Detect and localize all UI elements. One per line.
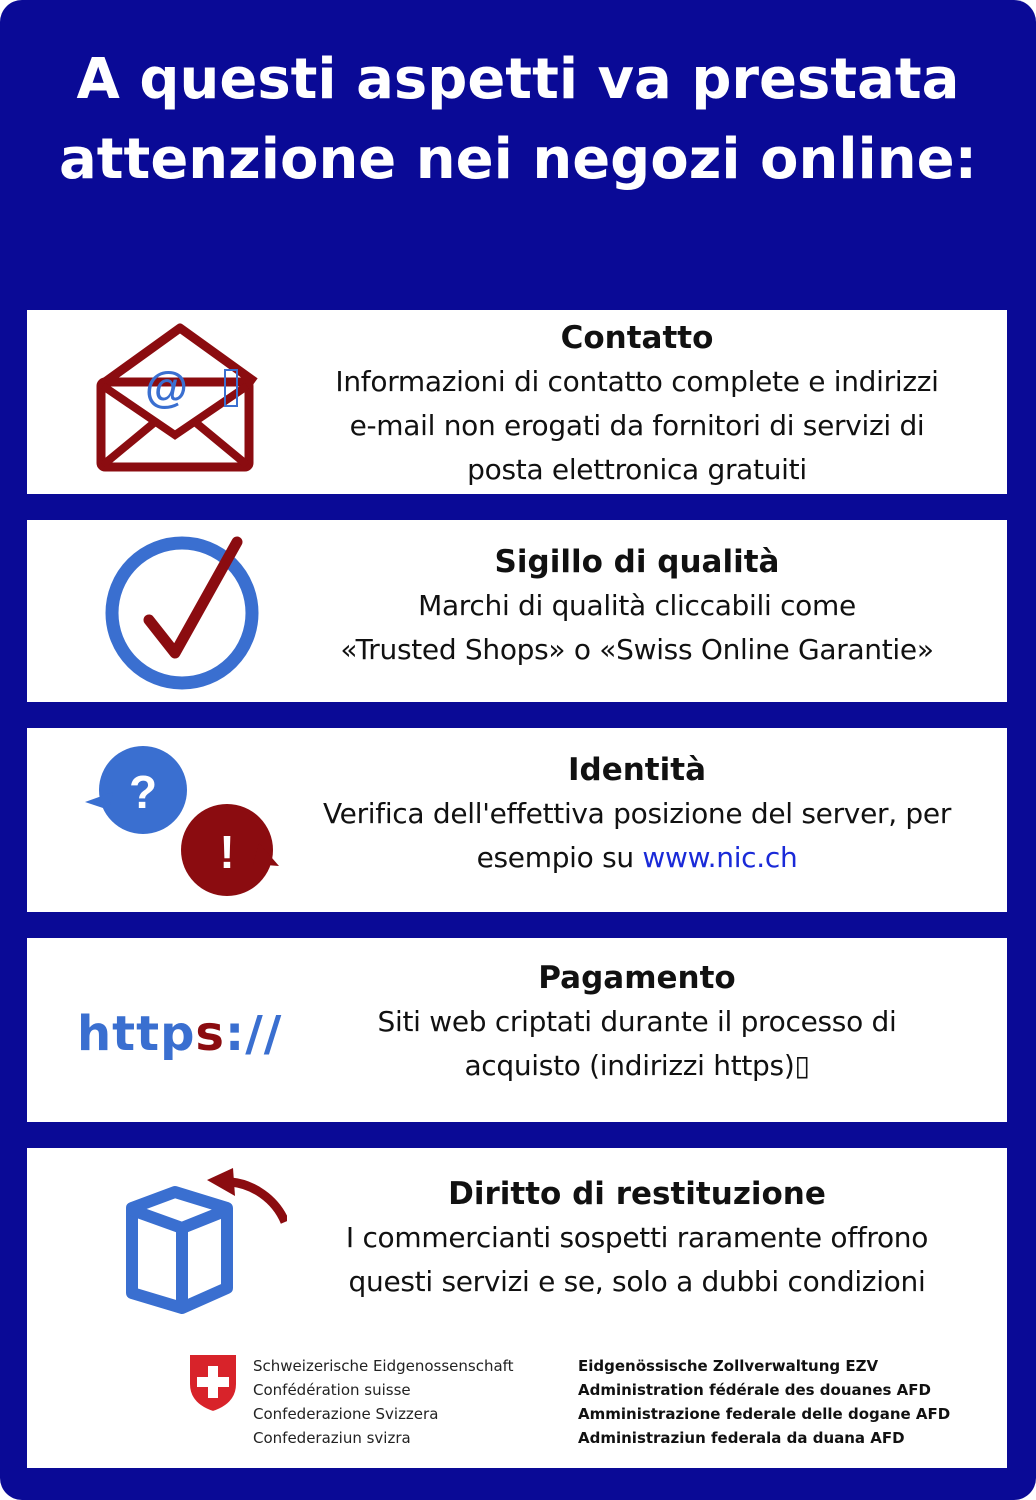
envelope-icon xyxy=(47,310,287,494)
checkmark-circle-icon xyxy=(47,520,287,702)
identita-heading: Identità xyxy=(567,752,706,788)
restituzione-heading: Diritto di restituzione xyxy=(448,1176,826,1212)
identita-line: Verifica dell'effettiva posizione del server, per xyxy=(322,797,952,830)
confederation-name: Schweizerische Eidgenossenschaft xyxy=(253,1357,514,1375)
page-title: A questi aspetti va prestata attenzione nei negozi online: xyxy=(59,47,977,192)
agency-name: Eidgenössische Zollverwaltung EZV xyxy=(578,1357,879,1375)
pagamento-heading: Pagamento xyxy=(538,960,736,996)
restituzione-line: questi servizi e se, solo a dubbi condizioni xyxy=(348,1265,926,1298)
agency-names xyxy=(578,1354,950,1450)
https-suffix: :// xyxy=(225,1006,283,1062)
sigillo-line: Marchi di qualità cliccabili come xyxy=(418,589,856,622)
confederation-names xyxy=(253,1354,514,1450)
https-s: s xyxy=(195,1006,225,1062)
footer xyxy=(27,1348,1007,1458)
sigillo-heading: Sigillo di qualità xyxy=(494,544,780,580)
card-pagamento xyxy=(27,938,1007,1122)
pagamento-line: Siti web criptati durante il processo di xyxy=(377,1005,897,1038)
pagamento-text xyxy=(287,956,987,1088)
svg-text:?: ? xyxy=(128,766,158,818)
confederation-name: Confédération suisse xyxy=(253,1381,411,1399)
identita-line-prefix: esempio su xyxy=(476,841,643,874)
contatto-heading: Contatto xyxy=(560,320,714,356)
sigillo-line: «Trusted Shops» o «Swiss Online Garantie» xyxy=(340,633,934,666)
card-contatto xyxy=(27,310,1007,494)
agency-name: Administraziun federala da duana AFD xyxy=(578,1429,905,1447)
swiss-coat-of-arms-icon xyxy=(187,1352,239,1414)
nic-link[interactable]: www.nic.ch xyxy=(642,841,798,874)
contatto-line: Informazioni di contatto complete e indirizzi xyxy=(335,365,939,398)
https-icon xyxy=(47,938,287,1122)
return-box-icon xyxy=(47,1148,287,1328)
contatto-line: e-mail non erogati da fornitori di servizi di xyxy=(349,409,925,442)
confederation-name: Confederazione Svizzera xyxy=(253,1405,439,1423)
agency-name: Amministrazione federale delle dogane AFD xyxy=(578,1405,951,1423)
contatto-text xyxy=(287,316,987,492)
card-identita xyxy=(27,728,1007,912)
contatto-line: posta elettronica gratuiti xyxy=(467,453,807,486)
restituzione-line: I commercianti sospetti raramente offrono xyxy=(345,1221,929,1254)
restituzione-text xyxy=(287,1172,987,1304)
svg-text:@: @ xyxy=(145,363,188,412)
svg-text:!: ! xyxy=(219,826,235,878)
identita-line xyxy=(287,836,987,880)
sigillo-text xyxy=(287,540,987,672)
question-exclamation-bubbles-icon xyxy=(47,728,287,912)
https-prefix: http xyxy=(77,1006,196,1062)
pagamento-line: acquisto (indirizzi https)▯ xyxy=(464,1049,810,1082)
card-sigillo xyxy=(27,520,1007,702)
https-label xyxy=(77,1006,282,1062)
identita-text xyxy=(287,748,987,880)
confederation-name: Confederaziun svizra xyxy=(253,1429,411,1447)
agency-name: Administration fédérale des douanes AFD xyxy=(578,1381,931,1399)
card-restituzione xyxy=(27,1148,1007,1468)
